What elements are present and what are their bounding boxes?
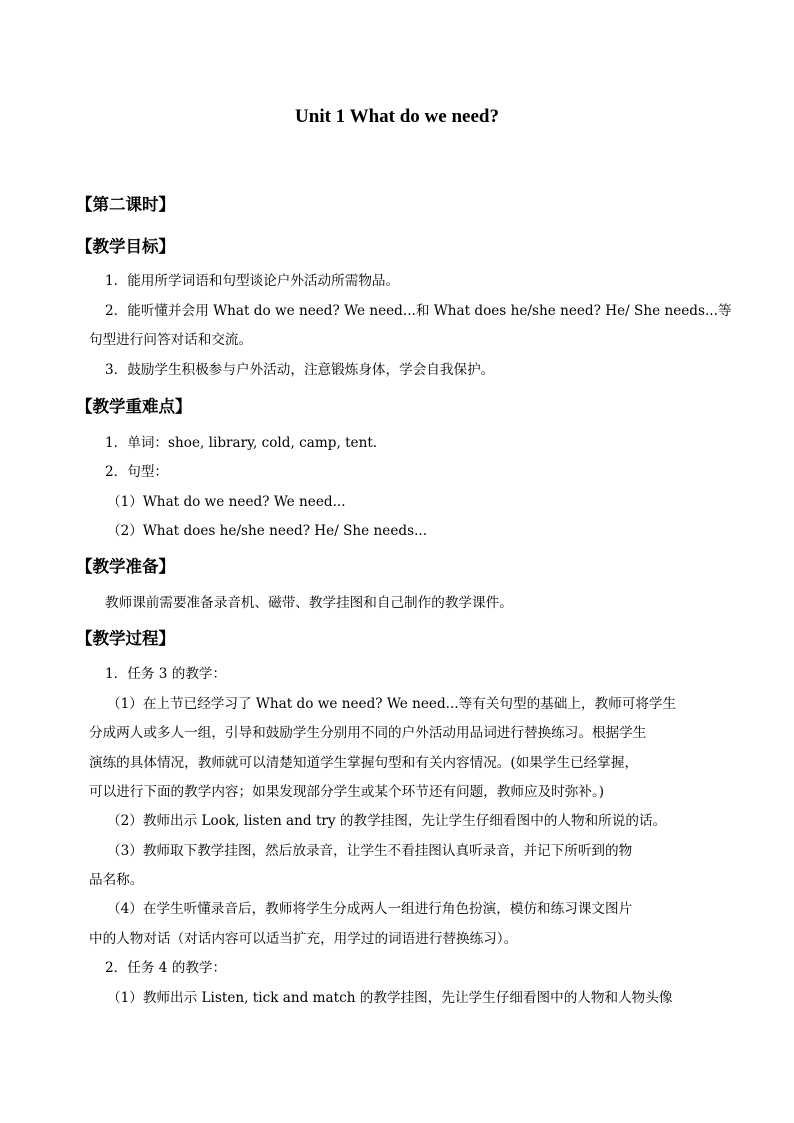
goal-item: 3．鼓励学生积极参与户外活动，注意锻炼身体，学会自我保护。 [105, 362, 495, 378]
keypoint-subitem: （2）What does he/she need? He/ She needs... [107, 523, 428, 539]
goal-item: 2．能听懂并会用 What do we need? We need...和 What does he/she need? He/ She needs...等 [105, 303, 732, 319]
section-goals-heading: 【教学目标】 [76, 237, 175, 256]
section-process-heading: 【教学过程】 [76, 629, 175, 648]
goal-item: 1．能用所学词语和句型谈论户外活动所需物品。 [105, 273, 400, 289]
section-prep-heading: 【教学准备】 [76, 557, 175, 576]
goal-item-continued: 句型进行问答对话和交流。 [89, 332, 253, 348]
process-paragraph-line: 分成两人或多人一组，引导和鼓励学生分别用不同的户外活动用品词进行替换练习。根据学生 [89, 725, 647, 741]
process-paragraph: （1）教师出示 Listen, tick and match 的教学挂图，先让学生仔细看图中的人物和人物头像 [107, 990, 673, 1006]
keypoint-subitem: （1）What do we need? We need... [107, 494, 346, 510]
section-keypoints-heading: 【教学重难点】 [76, 397, 192, 416]
process-paragraph-line: 可以进行下面的教学内容；如果发现部分学生或某个环节还有问题，教师应及时弥补。) [89, 784, 605, 800]
process-paragraph: （2）教师出示 Look, listen and try 的教学挂图，先让学生仔细看图中的人物和所说的话。 [107, 813, 667, 829]
process-paragraph-line: 演练的具体情况，教师就可以清楚知道学生掌握句型和有关内容情况。(如果学生已经掌握， [89, 755, 639, 771]
process-task-heading: 2．任务 4 的教学： [105, 960, 227, 976]
prep-paragraph: 教师课前需要准备录音机、磁带、教学挂图和自己制作的教学课件。 [105, 595, 513, 611]
section-lesson-heading: 【第二课时】 [76, 195, 175, 214]
process-paragraph: （1）在上节已经学习了 What do we need? We need...等有关句型的基础上，教师可将学生 [107, 696, 677, 712]
keypoint-item: 2．句型： [105, 464, 169, 480]
process-task-heading: 1．任务 3 的教学： [105, 666, 227, 682]
document-title: Unit 1 What do we need? [295, 106, 499, 127]
process-paragraph-line: 中的人物对话（对话内容可以适当扩充，用学过的词语进行替换练习）。 [89, 931, 518, 947]
keypoint-item: 1．单词：shoe, library, cold, camp, tent. [105, 435, 378, 451]
process-paragraph: （4）在学生听懂录音后，教师将学生分成两人一组进行角色扮演，模仿和练习课文图片 [107, 901, 633, 917]
process-paragraph-line: 品名称。 [89, 872, 144, 888]
process-paragraph: （3）教师取下教学挂图，然后放录音，让学生不看挂图认真听录音，并记下所听到的物 [107, 843, 633, 859]
